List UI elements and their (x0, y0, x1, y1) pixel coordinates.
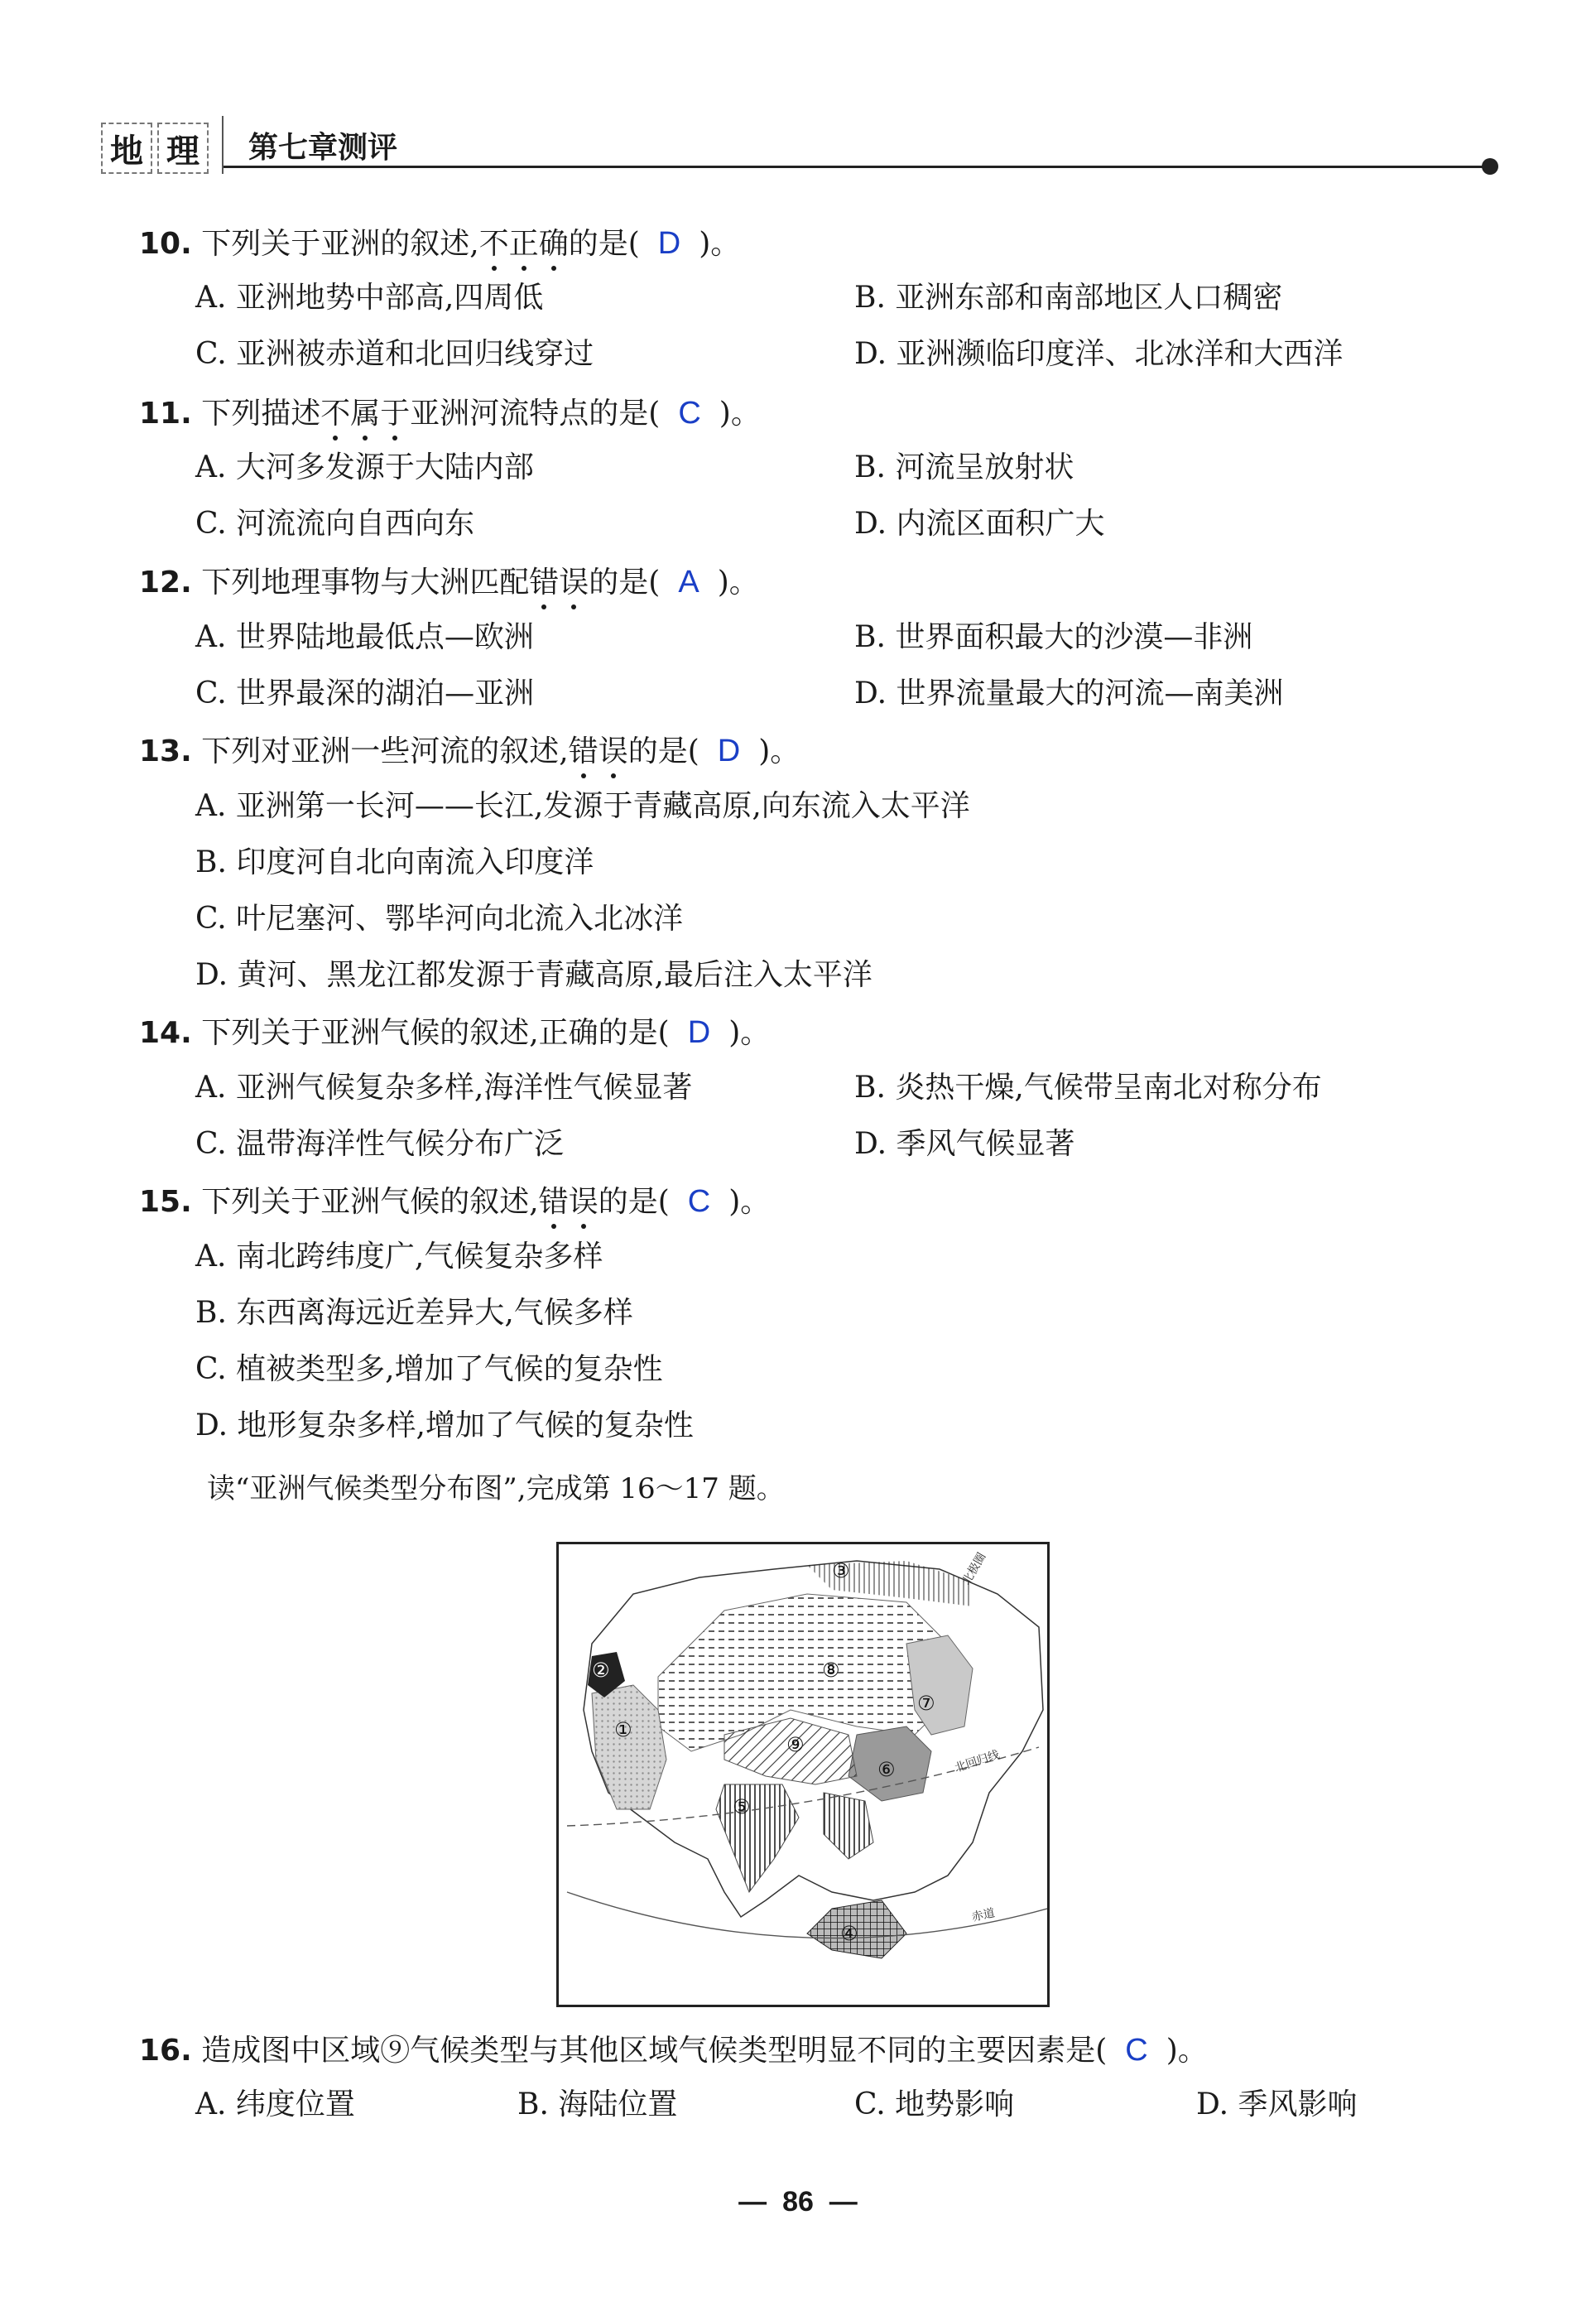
header-rule-dot (1482, 158, 1498, 175)
line-label-equator: 赤道 (970, 1906, 997, 1924)
option-d: D. 季风气候显著 (854, 1127, 1075, 1161)
emphasis-char: 正 (508, 227, 539, 261)
subject-char-2: 理 (157, 123, 209, 174)
stem-close: )。 (758, 734, 800, 768)
option-a: A. 世界陆地最低点—欧洲 (195, 620, 534, 654)
emphasis-char: 确 (538, 227, 569, 261)
option-d: D. 黄河、黑龙江都发源于青藏高原,最后注入太平洋 (195, 958, 873, 992)
stem-text: 下列地理事物与大洲匹配 (201, 566, 530, 600)
asia-climate-map (556, 1542, 1050, 2007)
stem-text: 下列关于亚洲气候的叙述, (201, 1185, 539, 1219)
answer-mark: C (678, 396, 701, 431)
stem-text: 的是( (568, 227, 640, 261)
option-d: D. 季风影响 (1196, 2087, 1358, 2121)
region-label-7: ⑦ (917, 1692, 935, 1715)
region-label-2: ② (592, 1659, 610, 1682)
region-label-6: ⑥ (877, 1758, 896, 1781)
map-intro: 读“亚洲气候类型分布图”,完成第 16～17 题。 (207, 1472, 785, 1505)
answer-mark: D (687, 1015, 711, 1050)
option-b: B. 印度河自北向南流入印度洋 (195, 845, 594, 879)
region-label-5: ⑤ (733, 1795, 751, 1818)
stem-close: )。 (717, 566, 759, 600)
option-a: A. 纬度位置 (195, 2087, 355, 2121)
stem-text: 造成图中区域⑨气候类型与其他区域气候类型明显不同的主要因素是( (201, 2034, 1108, 2068)
region-label-1: ① (614, 1718, 632, 1741)
option-d: D. 亚洲濒临印度洋、北冰洋和大西洋 (854, 337, 1344, 371)
emphasis-char: 误 (568, 1185, 598, 1219)
option-a: A. 亚洲气候复杂多样,海洋性气候显著 (195, 1071, 693, 1105)
stem-text: 的是( (627, 734, 699, 768)
emphasis-char: 错 (538, 1185, 569, 1219)
question-number: 16. (139, 2034, 192, 2068)
page-number: — 86 — (738, 2186, 858, 2217)
question-15-stem (139, 1186, 770, 1217)
option-a: A. 亚洲第一长河——长江,发源于青藏高原,向东流入太平洋 (195, 789, 970, 823)
emphasis-char: 误 (598, 734, 628, 768)
emphasis-char: 于 (380, 397, 411, 431)
option-c: C. 河流流向自西向东 (195, 507, 475, 541)
answer-mark: A (678, 565, 699, 600)
emphasis-char: 误 (559, 566, 589, 600)
emphasis-char: 不 (320, 397, 351, 431)
page-number-value: 86 (782, 2186, 814, 2217)
question-number: 15. (139, 1185, 192, 1219)
option-a: A. 亚洲地势中部高,四周低 (195, 281, 544, 315)
answer-mark: C (1125, 2033, 1148, 2068)
region-label-8: ⑧ (822, 1659, 840, 1682)
option-c: C. 叶尼塞河、鄂毕河向北流入北冰洋 (195, 902, 684, 936)
option-b: B. 炎热干燥,气候带呈南北对称分布 (854, 1071, 1322, 1105)
answer-mark: D (657, 226, 681, 261)
question-10-stem (139, 228, 740, 259)
question-16-stem (139, 2034, 1208, 2066)
stem-close: )。 (728, 1016, 771, 1050)
answer-mark: D (717, 734, 741, 768)
option-d: D. 地形复杂多样,增加了气候的复杂性 (195, 1408, 694, 1442)
option-c: C. 温带海洋性气候分布广泛 (195, 1127, 565, 1161)
chapter-title: 第七章测评 (248, 130, 398, 165)
option-c: C. 亚洲被赤道和北回归线穿过 (195, 337, 594, 371)
emphasis-char: 不 (478, 227, 509, 261)
stem-close: )。 (728, 1185, 771, 1219)
line-label-arctic: 北极圈 (959, 1550, 989, 1587)
map-drawing (559, 1544, 1047, 2005)
region-label-9: ⑨ (786, 1733, 805, 1756)
subject-char-1: 地 (101, 123, 152, 174)
stem-emphasis (320, 397, 410, 431)
question-11-stem (139, 397, 761, 429)
stem-emphasis (529, 566, 589, 600)
stem-close: )。 (699, 227, 741, 261)
stem-close: )。 (1166, 2034, 1208, 2068)
stem-text: 下列描述 (201, 397, 321, 431)
stem-close: )。 (719, 397, 761, 431)
stem-emphasis (539, 1185, 598, 1219)
option-d: D. 内流区面积广大 (854, 507, 1105, 541)
option-c: C. 世界最深的湖泊—亚洲 (195, 677, 535, 710)
question-number: 11. (139, 397, 192, 431)
line-label-tropic: 北回归线 (953, 1748, 1002, 1775)
emphasis-char: 错 (568, 734, 598, 768)
emphasis-char: 属 (350, 397, 381, 431)
option-b: B. 世界面积最大的沙漠—非洲 (854, 620, 1253, 654)
region-label-3: ③ (832, 1559, 850, 1582)
stem-text: 下列对亚洲一些河流的叙述, (201, 734, 569, 768)
stem-emphasis (569, 734, 628, 768)
answer-mark: C (687, 1184, 711, 1219)
stem-text: 亚洲河流特点的是( (410, 397, 661, 431)
option-b: B. 河流呈放射状 (854, 450, 1074, 484)
question-13-stem (139, 735, 800, 767)
question-number: 13. (139, 734, 192, 768)
option-d: D. 世界流量最大的河流—南美洲 (854, 677, 1284, 710)
question-number: 12. (139, 566, 192, 600)
stem-text: 的是( (589, 566, 661, 600)
stem-emphasis (479, 227, 569, 261)
stem-text: 的是( (598, 1185, 670, 1219)
emphasis-char: 错 (529, 566, 560, 600)
stem-text: 下列关于亚洲气候的叙述,正确的是( (201, 1016, 670, 1050)
question-number: 10. (139, 227, 192, 261)
option-c: C. 植被类型多,增加了气候的复杂性 (195, 1352, 663, 1386)
question-12-stem (139, 566, 759, 598)
question-14-stem (139, 1017, 770, 1048)
option-c: C. 地势影响 (854, 2087, 1015, 2121)
stem-text: 下列关于亚洲的叙述, (201, 227, 479, 261)
header-rule (224, 166, 1490, 168)
region-label-4: ④ (840, 1922, 858, 1945)
option-b: B. 亚洲东部和南部地区人口稠密 (854, 281, 1283, 315)
option-a: A. 大河多发源于大陆内部 (195, 450, 534, 484)
option-a: A. 南北跨纬度广,气候复杂多样 (195, 1240, 603, 1274)
option-b: B. 海陆位置 (517, 2087, 678, 2121)
option-b: B. 东西离海远近差异大,气候多样 (195, 1296, 633, 1330)
question-number: 14. (139, 1016, 192, 1050)
